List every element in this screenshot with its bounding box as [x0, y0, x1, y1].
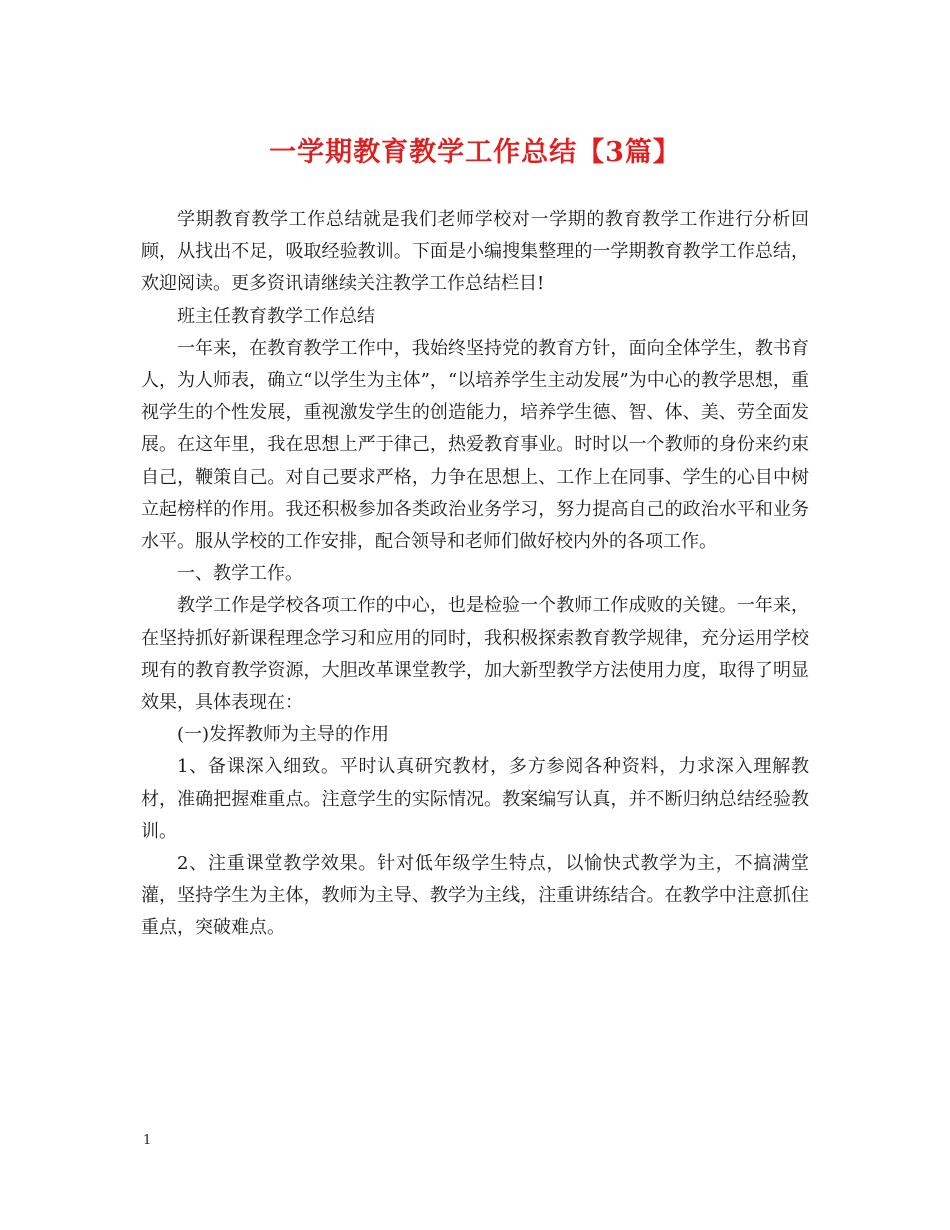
paragraph-lesson-preparation: 1、备课深入细致。平时认真研究教材，多方参阅各种资料，力求深入理解教材，准确把握难重点。注意学生的实际情况。教案编写认真，并不断归纳总结经验教训。	[141, 756, 809, 842]
paragraph-classroom-effect: 2、注重课堂教学效果。针对低年级学生特点，以愉快式教学为主，不搞满堂灌，坚持学生为主体，教师为主导、教学为主线，注重讲练结合。在教学中注意抓住重点，突破难点。	[141, 853, 809, 939]
paragraph-intro: 学期教育教学工作总结就是我们老师学校对一学期的教育教学工作进行分析回顾，从找出不足，吸取经验教训。下面是小编搜集整理的一学期教育教学工作总结，欢迎阅读。更多资讯请继续关注教学工作总结栏目!	[141, 209, 809, 295]
paragraph-year-overview: 一年来，在教育教学工作中，我始终坚持党的教育方针，面向全体学生，教书育人，为人师表，确立“以学生为主体”，“以培养学生主动发展”为中心的教学思想，重视学生的个性发展，重视激发学生的创造能力，培养学生德、智、体、美、劳全面发展。在这年里，我在思想上严于律己，热爱教育事业。时时以一个教师的身份来约束自己，鞭策自己。对自己要求严格，力争在思想上、工作上在同事、学生的心目中树立起榜样的作用。我还积极参加各类政治业务学习，努力提高自己的政治水平和业务水平。服从学校的工作安排，配合领导和老师们做好校内外的各项工作。	[141, 337, 809, 553]
paragraph-teaching-work: 教学工作是学校各项工作的中心，也是检验一个教师工作成败的关键。一年来，在坚持抓好新课程理念学习和应用的同时，我积极探索教育教学规律，充分运用学校现有的教育教学资源，大胆改革课堂教学，加大新型教学方法使用力度，取得了明显效果，具体表现在：	[141, 595, 809, 714]
page-number: 1	[143, 1133, 152, 1148]
section-heading-head-teacher-summary: 班主任教育教学工作总结	[177, 305, 375, 327]
document-title: 一学期教育教学工作总结【3篇】	[269, 137, 681, 168]
subheading-teacher-leading-role: (一)发挥教师为主导的作用	[177, 724, 390, 746]
section-heading-teaching-work: 一、教学工作。	[177, 563, 303, 585]
document-body	[141, 204, 809, 945]
